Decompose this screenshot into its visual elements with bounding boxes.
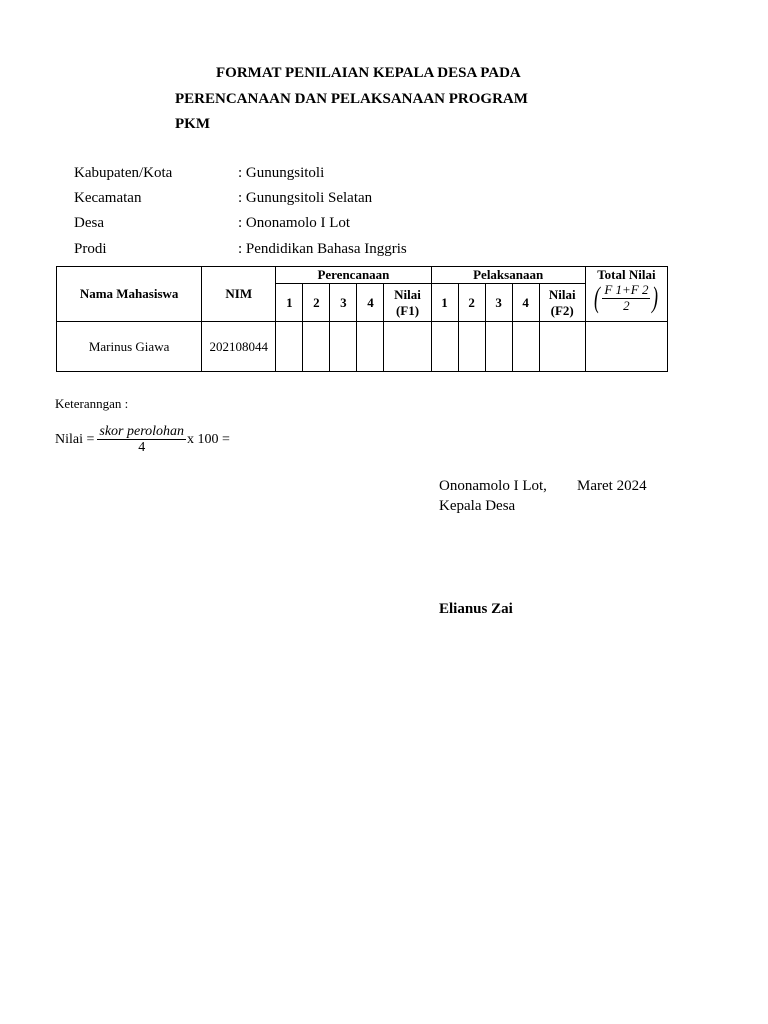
info-value-kecamatan: : Gunungsitoli Selatan xyxy=(238,190,373,206)
header-nilai-f1 xyxy=(384,284,431,322)
header-nama-mahasiswa: Nama Mahasiswa xyxy=(57,267,202,322)
formula-prefix: Nilai = xyxy=(55,431,95,447)
cell-empty xyxy=(276,322,303,372)
nilai-f2-line-2: (F2) xyxy=(550,302,574,318)
notes-label: Keteranngan : xyxy=(55,396,129,411)
formula-denominator: 4 xyxy=(138,440,146,456)
header-pelaksanaan-4: 4 xyxy=(512,284,539,322)
header-nilai-f2 xyxy=(539,284,585,322)
header-total-nilai xyxy=(585,267,667,322)
signature-place: Ononamolo I Lot, xyxy=(439,478,547,494)
formula-numerator: skor perolohan xyxy=(99,424,185,439)
total-formula xyxy=(592,283,660,313)
header-perencanaan-1: 1 xyxy=(276,284,303,322)
nilai-f2-line-1: Nilai xyxy=(548,286,576,302)
info-value-kabupaten: : Gunungsitoli xyxy=(238,165,325,181)
cell-empty xyxy=(330,322,357,372)
cell-empty xyxy=(303,322,330,372)
score-formula xyxy=(55,424,230,456)
info-label-prodi: Prodi xyxy=(74,241,107,257)
header-pelaksanaan-1: 1 xyxy=(431,284,458,322)
header-pelaksanaan-3: 3 xyxy=(485,284,512,322)
paren-left: ( xyxy=(594,281,601,314)
info-value-prodi: : Pendidikan Bahasa Inggris xyxy=(238,241,407,257)
header-perencanaan-2: 2 xyxy=(303,284,330,322)
signature-date: Maret 2024 xyxy=(577,478,647,494)
cell-nim: 202108044 xyxy=(202,322,276,372)
info-label-desa: Desa xyxy=(74,215,104,231)
cell-empty xyxy=(431,322,458,372)
cell-empty xyxy=(458,322,485,372)
title-line-2: PERENCANAAN DAN PELAKSANAAN PROGRAM xyxy=(175,91,528,107)
info-label-kecamatan: Kecamatan xyxy=(74,190,142,206)
total-fraction xyxy=(602,283,650,313)
header-perencanaan: Perencanaan xyxy=(276,267,431,284)
signature-role: Kepala Desa xyxy=(439,498,516,514)
cell-empty xyxy=(539,322,585,372)
title-line-3: PKM xyxy=(175,116,210,132)
header-nim: NIM xyxy=(202,267,276,322)
paren-right: ) xyxy=(652,281,659,314)
header-perencanaan-4: 4 xyxy=(357,284,384,322)
header-pelaksanaan-2: 2 xyxy=(458,284,485,322)
nilai-f1-line-1: Nilai xyxy=(394,286,421,302)
header-pelaksanaan: Pelaksanaan xyxy=(431,267,585,284)
total-fraction-denominator: 2 xyxy=(623,297,630,313)
formula-fraction xyxy=(97,424,186,456)
total-fraction-numerator: F 1+F 2 xyxy=(604,282,649,298)
title-line-1: FORMAT PENILAIAN KEPALA DESA PADA xyxy=(216,65,521,81)
table-header-row-1 xyxy=(57,267,668,284)
cell-empty xyxy=(512,322,539,372)
info-value-desa: : Ononamolo I Lot xyxy=(238,215,351,231)
table-row xyxy=(57,322,668,372)
formula-suffix: x 100 = xyxy=(187,431,230,447)
cell-empty xyxy=(485,322,512,372)
info-label-kabupaten: Kabupaten/Kota xyxy=(74,165,173,181)
header-perencanaan-3: 3 xyxy=(330,284,357,322)
cell-empty xyxy=(357,322,384,372)
total-nilai-label: Total Nilai xyxy=(597,267,656,282)
cell-empty xyxy=(585,322,667,372)
cell-empty xyxy=(384,322,431,372)
signature-name: Elianus Zai xyxy=(439,601,513,617)
nilai-f1-line-2: (F1) xyxy=(395,302,420,318)
assessment-table xyxy=(56,266,668,372)
cell-name: Marinus Giawa xyxy=(57,322,202,372)
